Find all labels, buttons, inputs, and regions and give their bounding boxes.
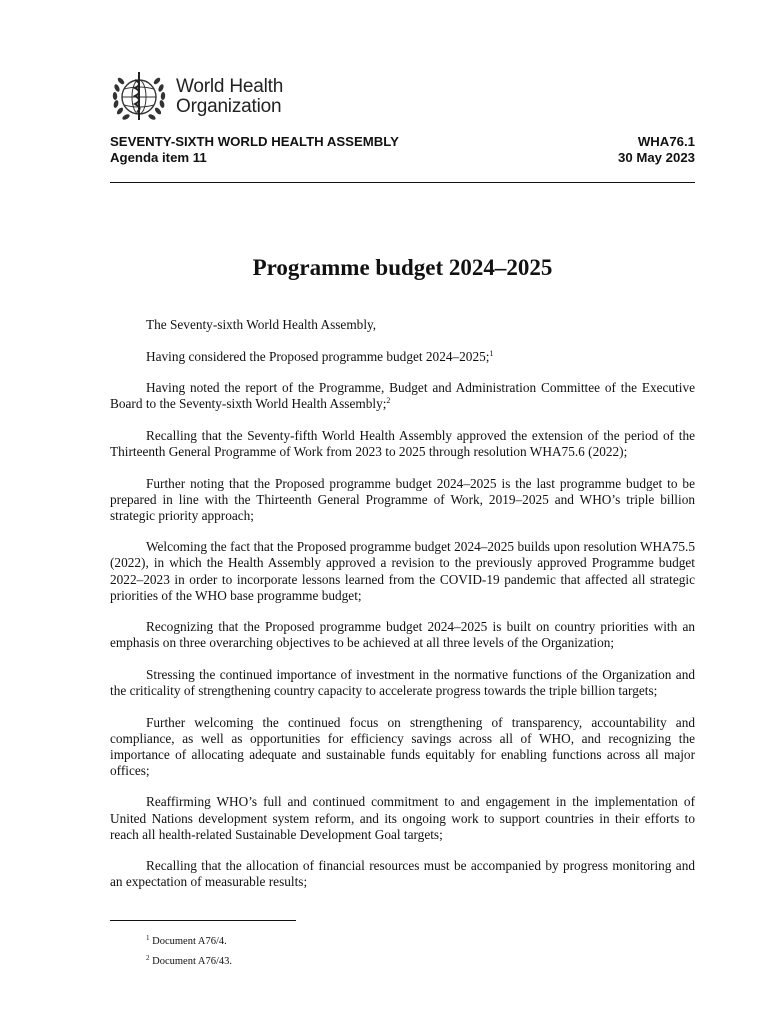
assembly-name: SEVENTY-SIXTH WORLD HEALTH ASSEMBLY	[110, 134, 399, 149]
who-logo-text	[176, 77, 283, 117]
header-divider	[110, 182, 695, 183]
document-date: 30 May 2023	[618, 150, 695, 165]
document-number: WHA76.1	[637, 134, 695, 149]
paragraph: Recalling that the Seventy-fifth World Health Assembly approved the extension of the period of the Thirteenth General Programme of Work from 2023 to 2025 through resolution WHA75.6 (2022);	[110, 427, 695, 459]
footnote: $^1$ Document A76/4.	[146, 934, 227, 947]
footnotes	[146, 935, 232, 975]
document-title: Programme budget 2024–2025	[252, 255, 553, 280]
paragraph: Having noted the report of the Programme, Budget and Administration Committee of the Executive Board to the Seventy-sixth World Health Assembly;$^2$	[110, 380, 695, 412]
who-emblem-icon	[108, 66, 170, 128]
paragraph: Having considered the Proposed programme budget 2024–2025;$^1$	[146, 348, 494, 364]
document-header	[110, 134, 695, 166]
document-body	[110, 317, 695, 906]
paragraph: Welcoming the fact that the Proposed programme budget 2024–2025 builds upon resolution WHA75.5 (2022), in which the Health Assembly approved a revision to the previously approved Programme budget 2022–2023 in order to incorporate lessons learned from the COVID-19 pandemic that affected all strategic priorities of the WHO base programme budget;	[110, 539, 695, 603]
paragraph: The Seventy-sixth World Health Assembly,	[146, 317, 377, 332]
paragraph: Further welcoming the continued focus on strengthening of transparency, accountability and compliance, as well as opportunities for efficiency savings across all of WHO, and recognizing the importance of allocating adequate and sustainable funds equitably for enabling functions across all major offices;	[110, 714, 695, 778]
footnote: $^2$ Document A76/43.	[146, 954, 233, 967]
paragraph: Stressing the continued importance of investment in the normative functions of the Organization and the criticality of strengthening country capacity to accelerate progress towards the triple billion targets;	[110, 666, 695, 698]
paragraph: Further noting that the Proposed programme budget 2024–2025 is the last programme budget to be prepared in line with the Thirteenth General Programme of Work, 2019–2025 and WHO’s triple billion strategic priority approach;	[110, 475, 695, 523]
who-logo	[108, 66, 283, 128]
paragraph: Recognizing that the Proposed programme budget 2024–2025 is built on country priorities with an emphasis on three overarching objectives to be achieved at all three levels of the Organization;	[110, 619, 695, 651]
footnote-ref[interactable]: 1	[489, 348, 494, 358]
paragraph: Reaffirming WHO’s full and continued commitment to and engagement in the implementation of United Nations development system reform, and its ongoing work to support countries in their efforts to reach all health-related Sustainable Development Goal targets;	[110, 794, 695, 842]
agenda-item: Agenda item 11	[110, 150, 207, 165]
logo-line-1: World Health	[176, 76, 284, 97]
logo-line-2: Organization	[176, 96, 282, 117]
paragraph: Recalling that the allocation of financial resources must be accompanied by progress monitoring and an expectation of measurable results;	[110, 858, 695, 890]
footnote-divider	[110, 920, 296, 921]
header-row-2	[110, 150, 695, 166]
header-row-1	[110, 134, 695, 150]
footnote-ref[interactable]: 2	[386, 396, 391, 406]
